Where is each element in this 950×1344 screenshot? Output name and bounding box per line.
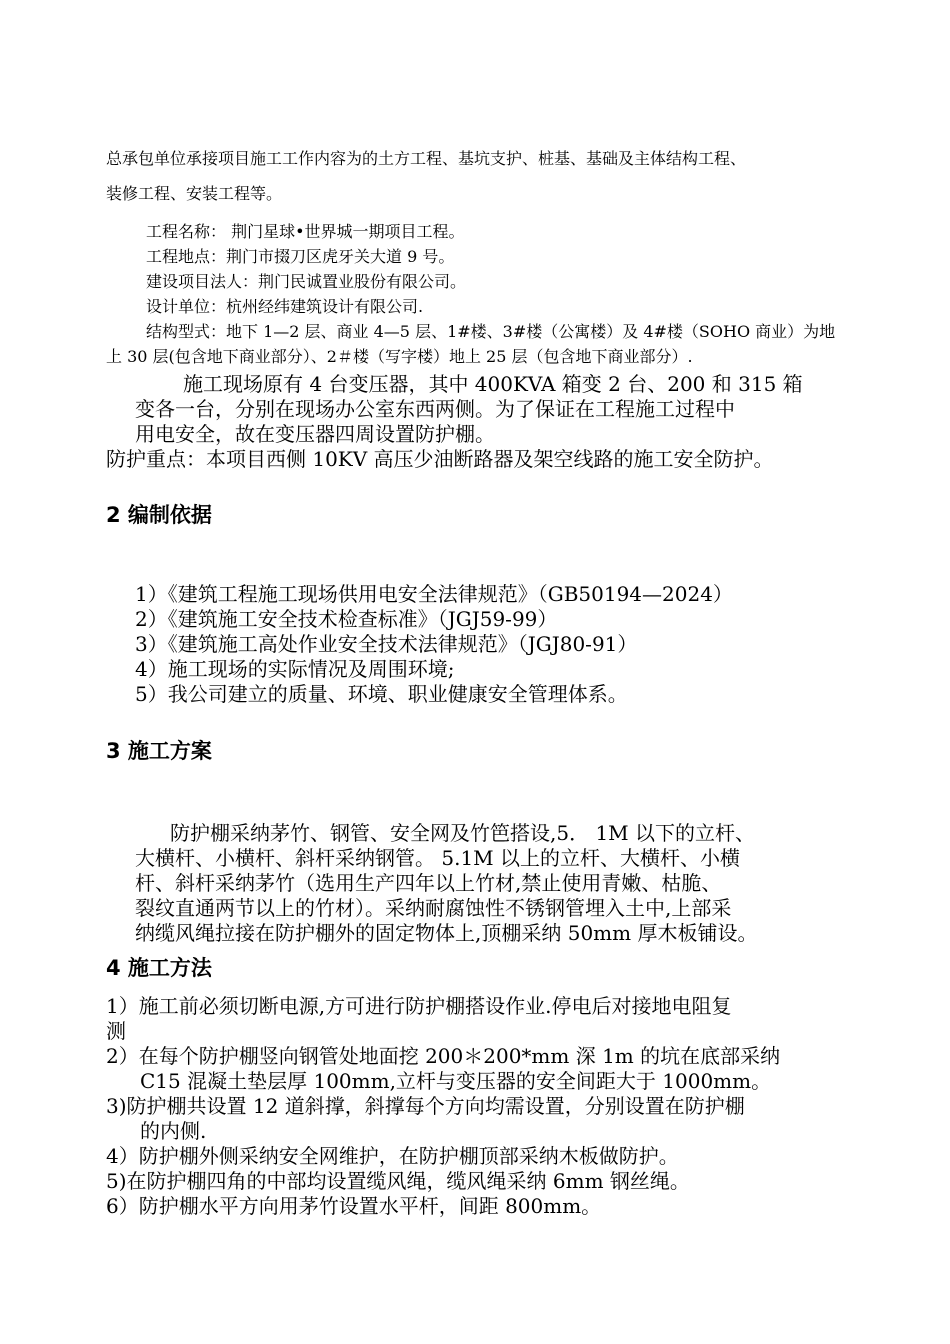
section-2-item-1: 1）《建筑工程施工现场供用电安全法律规范》（GB50194—2024） [135,582,733,606]
section-4-item-4: 4）防护棚外侧采纳安全网维护，在防护棚顶部采纳木板做防护。 [106,1144,679,1168]
section-3-line-1: 防护棚采纳茅竹、钢管、安全网及竹笆搭设,5． 1M 以下的立杆、 [170,821,755,845]
section-4-item-6: 6）防护棚水平方向用茅竹设置水平杆，间距 800mm。 [106,1194,602,1218]
section-4-item-5: 5)在防护棚四角的中部均设置缆风绳，缆风绳采纳 6mm 钢丝绳。 [106,1169,690,1193]
intro-line-1: 总承包单位承接项目施工工作内容为的土方工程、基坑支护、桩基、基础及主体结构工程、 [106,149,747,168]
section-2-item-4: 4）施工现场的实际情况及周围环境; [135,657,455,681]
section-4-item-2-line-2: C15 混凝土垫层厚 100mm,立杆与变压器的安全间距大于 1000mm。 [140,1069,772,1093]
section-4-item-1-line-1: 1）施工前必须切断电源,方可进行防护棚搭设作业.停电后对接地电阻复 [106,994,732,1018]
project-designer: 设计单位：杭州经纬建筑设计有限公司. [146,297,424,316]
project-structure-line-2: 上 30 层(包含地下商业部分）、2＃楼（写字楼）地上 25 层（包含地下商业部分）. [106,347,693,366]
project-owner: 建设项目法人：荆门民诚置业股份有限公司。 [146,272,467,291]
section-4-item-3-line-2: 的内侧. [140,1119,207,1143]
section-3-line-3: 杆、斜杆采纳茅竹（选用生产四年以上竹材,禁止使用青嫩、枯脆、 [135,871,722,895]
project-name: 工程名称： 荆门星球•世界城一期项目工程。 [146,222,465,241]
project-structure-line-1: 结构型式：地下 1—2 层、商业 4—5 层、1#楼、3#楼（公寓楼）及 4#楼（SOHO 商业）为地 [146,322,836,341]
section-2-item-3: 3）《建筑施工高处作业安全技术法律规范》（JGJ80-91） [135,632,638,656]
project-location: 工程地点：荆门市掇刀区虎牙关大道 9 号。 [146,247,455,266]
intro-line-2: 装修工程、安装工程等。 [106,184,283,203]
section-4-item-1-line-2: 测 [106,1019,126,1043]
transformer-line-3: 用电安全，故在变压器四周设置防护棚。 [135,422,495,446]
section-3-heading: 3 施工方案 [106,739,212,763]
protection-focus: 防护重点：本项目西侧 10KV 高压少油断路器及架空线路的施工安全防护。 [106,447,774,471]
transformer-line-1: 施工现场原有 4 台变压器，其中 400KVA 箱变 2 台、200 和 315 箱 [183,372,803,396]
section-2-item-2: 2）《建筑施工安全技术检查标准》（JGJ59-99） [135,607,558,631]
section-4-item-3-line-1: 3)防护棚共设置 12 道斜撑，斜撑每个方向均需设置，分别设置在防护棚 [106,1094,745,1118]
section-3-line-5: 纳缆风绳拉接在防护棚外的固定物体上,顶棚采纳 50mm 厚木板铺设。 [135,921,758,945]
transformer-line-2: 变各一台，分别在现场办公室东西两侧。为了保证在工程施工过程中 [135,397,735,421]
section-3-line-4: 裂纹直通两节以上的竹材）。采纳耐腐蚀性不锈钢管埋入土中,上部采 [135,896,732,920]
section-3-line-2: 大横杆、小横杆、斜杆采纳钢管。 5.1M 以上的立杆、大横杆、小横 [135,846,740,870]
section-2-heading: 2 编制依据 [106,503,212,527]
section-4-item-2-line-1: 2）在每个防护棚竖向钢管处地面挖 200＊200*mm 深 1m 的坑在底部采纳 [106,1044,781,1068]
section-4-heading: 4 施工方法 [106,956,212,980]
section-2-item-5: 5）我公司建立的质量、环境、职业健康安全管理体系。 [135,682,628,706]
